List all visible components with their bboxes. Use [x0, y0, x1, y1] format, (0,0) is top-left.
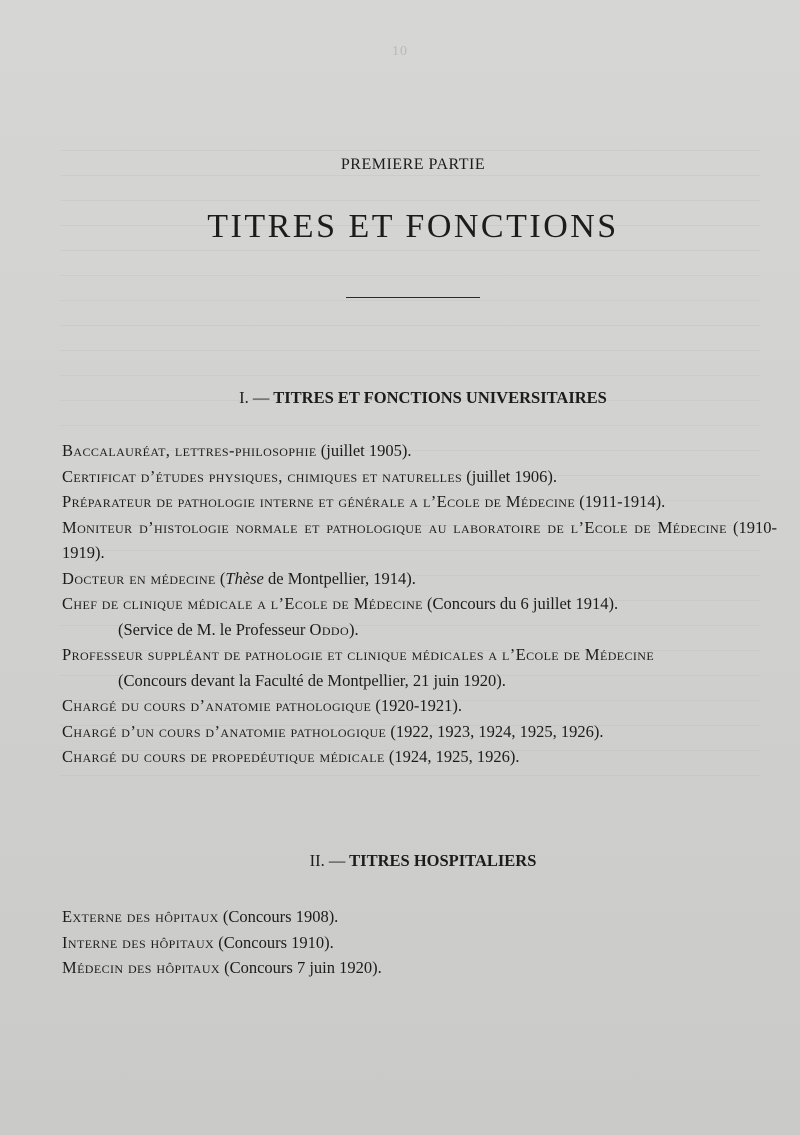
item-detail: (Concours 1910). [214, 932, 334, 952]
list-item [62, 591, 777, 642]
item-title: Chef de clinique médicale a l’Ecole de Médecine [62, 594, 423, 613]
item-detail: (1922, 1923, 1924, 1925, 1926). [386, 721, 604, 741]
section-heading-universitaires [0, 388, 800, 408]
page-title: TITRES ET FONCTIONS [207, 208, 619, 245]
section-title: TITRES ET FONCTIONS UNIVERSITAIRES [273, 388, 607, 407]
item-detail: (juillet 1906). [462, 466, 557, 486]
item-title: Chargé du cours de propedéutique médicale [62, 747, 385, 766]
item-detail: ( [215, 568, 226, 588]
universitaires-list [62, 438, 777, 770]
list-item [62, 955, 777, 981]
list-item [62, 489, 777, 515]
hospitaliers-list [62, 904, 777, 981]
title-divider [346, 297, 480, 298]
list-item [62, 464, 777, 490]
item-detail: (Concours 7 juin 1920). [219, 958, 382, 977]
item-title: Certificat d’études physiques, chimiques et naturelles [62, 466, 463, 486]
item-detail-italic: Thèse [225, 568, 264, 588]
item-detail: (1910-1919). [62, 517, 777, 562]
item-detail: ). [349, 619, 359, 639]
list-item [62, 566, 777, 592]
part-label: PREMIERE PARTIE [340, 156, 486, 173]
item-detail: (1924, 1925, 1926). [384, 747, 520, 766]
list-item [62, 930, 777, 956]
list-item [62, 693, 777, 719]
item-continuation: (Concours devant la Faculté de Montpellier, 21 juin 1920). [118, 670, 506, 690]
page-number: 10 [392, 44, 408, 59]
item-title: Professeur suppléant de pathologie et clinique médicales a l’Ecole de Médecine [62, 645, 655, 664]
section-heading-hospitaliers [0, 851, 800, 871]
item-title: Chargé d’un cours d’anatomie pathologique [62, 721, 387, 741]
item-detail: (Service de M. le Professeur [118, 619, 310, 639]
item-detail: (1920-1921). [371, 696, 463, 715]
item-detail: (juillet 1905). [316, 441, 412, 460]
item-detail: (1911-1914). [575, 492, 666, 511]
item-title: Moniteur d’histologie normale et pathologique au laboratoire de l’Ecole de Médecine [62, 517, 727, 537]
list-item [62, 642, 777, 693]
item-title: Baccalauréat, lettres-philosophie [62, 441, 317, 460]
item-title: Interne des hôpitaux [62, 932, 215, 952]
item-title: Externe des hôpitaux [62, 907, 219, 926]
list-item [62, 744, 777, 770]
item-detail: de Montpellier, 1914). [263, 568, 416, 588]
item-title: Docteur en médecine [62, 568, 216, 588]
item-detail: (Concours du 6 juillet 1914). [422, 594, 619, 613]
list-item [62, 719, 777, 745]
section-number: I. — [239, 388, 270, 407]
item-title: Médecin des hôpitaux [62, 958, 220, 977]
list-item [62, 904, 777, 930]
item-continuation [62, 617, 777, 643]
item-detail-name: Oddo [309, 619, 350, 639]
section-number: II. — [309, 851, 346, 870]
section-title: TITRES HOSPITALIERS [349, 851, 537, 870]
list-item [62, 438, 777, 464]
list-item [62, 515, 777, 566]
item-detail: (Concours 1908). [218, 907, 339, 926]
item-title: Chargé du cours d’anatomie pathologique [62, 696, 372, 715]
item-title: Préparateur de pathologie interne et générale a l’Ecole de Médecine [62, 492, 576, 511]
